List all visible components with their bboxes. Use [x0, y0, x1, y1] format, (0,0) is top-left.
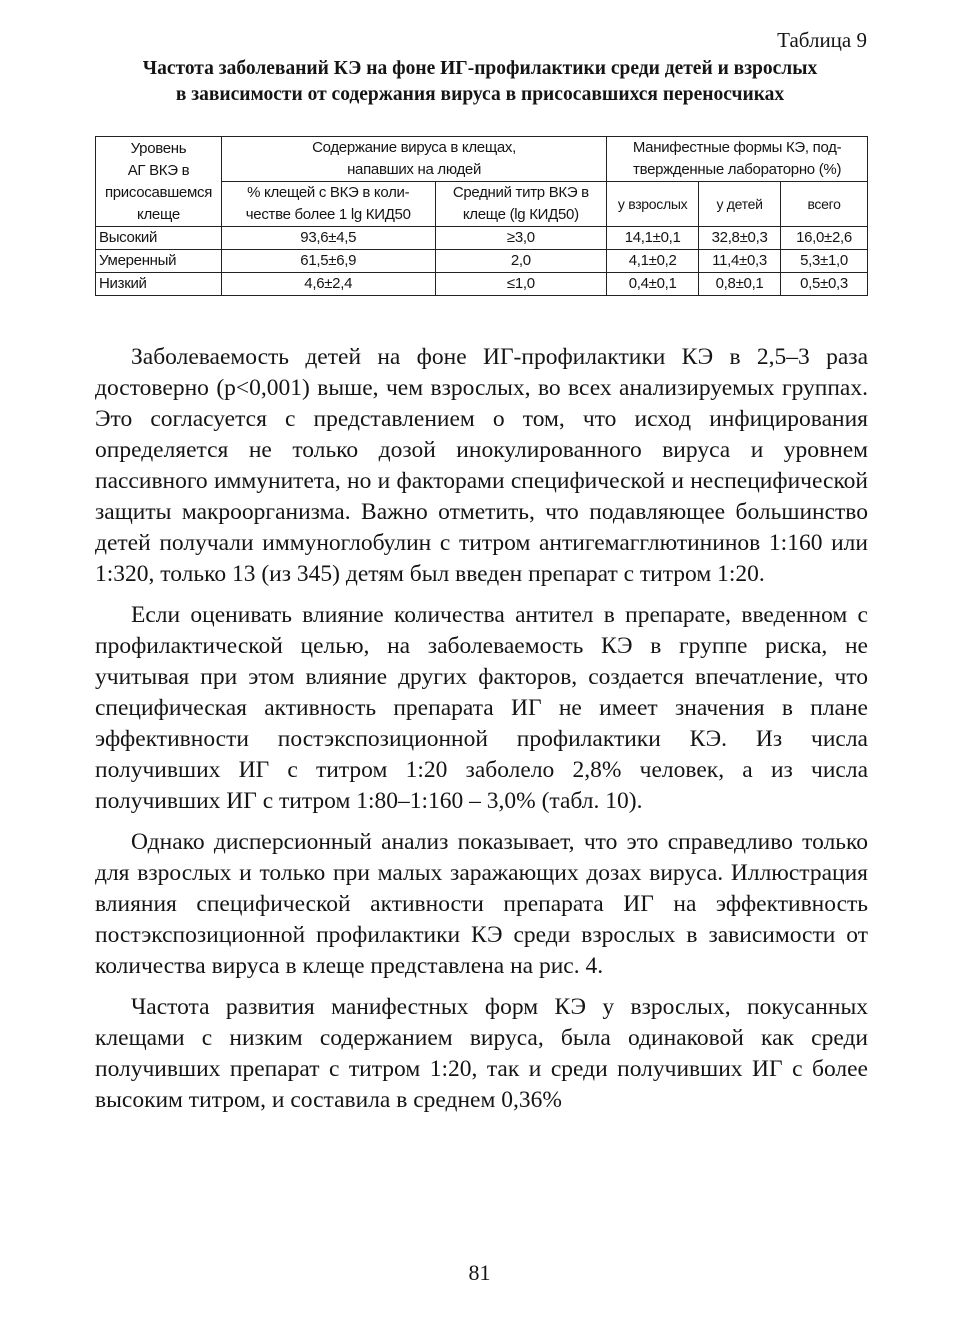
header-manifest-forms: Манифестные формы КЭ, под- твержденные лабораторно (%) — [607, 137, 868, 182]
cell-percent: 61,5±6,9 — [221, 250, 435, 273]
table-caption — [80, 56, 880, 108]
cell-children: 0,8±0,1 — [699, 273, 781, 296]
paragraph: Однако дисперсионный анализ показывает, что это справедливо только для взрослых и только при малых заражающих дозах вируса. Иллюстрация влияния специфической активности препарата ИГ на эффективность постэкспозиционной профилактики КЭ среди взрослых в зависимости от количества вируса в клеще представлена на рис. 4. — [95, 829, 868, 979]
header-percent-ticks: % клещей с ВКЭ в коли- честве более 1 lg КИД50 — [221, 182, 435, 227]
cell-level: Высокий — [96, 227, 222, 250]
cell-total: 5,3±1,0 — [781, 250, 868, 273]
cell-percent: 4,6±2,4 — [221, 273, 435, 296]
table-row — [96, 273, 868, 296]
cell-adults: 0,4±0,1 — [607, 273, 699, 296]
header-virus-content: Содержание вируса в клещах, напавших на людей — [221, 137, 606, 182]
data-table — [95, 136, 868, 296]
caption-line: в зависимости от содержания вируса в присосавшихся переносчиках — [175, 84, 785, 105]
body-text — [95, 342, 868, 1126]
header-mean-titer: Средний титр ВКЭ в клеще (lg КИД50) — [435, 182, 607, 227]
table-row — [96, 227, 868, 250]
paragraph: Частота развития манифестных форм КЭ у взрослых, покусанных клещами с низким содержанием вируса, была одинаковой как среди получивших препарат с титром 1:20, так и среди получивших ИГ с более высоким титром, и составила в среднем 0,36% — [95, 994, 868, 1113]
cell-level: Низкий — [96, 273, 222, 296]
header-children: у детей — [699, 182, 781, 227]
cell-total: 0,5±0,3 — [781, 273, 868, 296]
table-number: Таблица 9 — [777, 28, 867, 52]
cell-titer: ≤1,0 — [435, 273, 607, 296]
cell-adults: 14,1±0,1 — [607, 227, 699, 250]
caption-line: Частота заболеваний КЭ на фоне ИГ-профилактики среди детей и взрослых — [142, 58, 818, 79]
table-row — [96, 250, 868, 273]
paragraph: Заболеваемость детей на фоне ИГ-профилактики КЭ в 2,5–3 раза достоверно (р<0,001) выше, чем взрослых, во всех анализируемых группах. Это согласуется с представлением о том, что исход инфицирования определяется не только дозой инокулированного вируса и уровнем пассивного иммунитета, но и факторами специфической и неспецифической защиты макроорганизма. Важно отметить, что подавляющее большинство детей получали иммуноглобулин с титром антигемагглютининов 1:160 или 1:320, только 13 (из 345) детям был введен препарат с титром 1:20. — [95, 344, 868, 587]
cell-children: 32,8±0,3 — [699, 227, 781, 250]
paragraph: Если оценивать влияние количества антител в препарате, введенном с профилактической целью, на заболеваемость КЭ в группе риска, не учитывая при этом влияние других факторов, создается впечатление, что специфическая активность препарата ИГ не имеет значения в плане эффективности постэкспозиционной профилактики КЭ. Из числа получивших ИГ с титром 1:20 заболело 2,8% человек, а из числа получивших ИГ с титром 1:80–1:160 – 3,0% (табл. 10). — [95, 602, 868, 814]
page-number: 81 — [468, 1260, 491, 1285]
header-total: всего — [781, 182, 868, 227]
cell-titer: 2,0 — [435, 250, 607, 273]
cell-percent: 93,6±4,5 — [221, 227, 435, 250]
cell-total: 16,0±2,6 — [781, 227, 868, 250]
header-level: Уровень АГ ВКЭ в присосавшемся клеще — [96, 137, 222, 227]
cell-titer: ≥3,0 — [435, 227, 607, 250]
cell-level: Умеренный — [96, 250, 222, 273]
cell-adults: 4,1±0,2 — [607, 250, 699, 273]
header-adults: у взрослых — [607, 182, 699, 227]
cell-children: 11,4±0,3 — [699, 250, 781, 273]
